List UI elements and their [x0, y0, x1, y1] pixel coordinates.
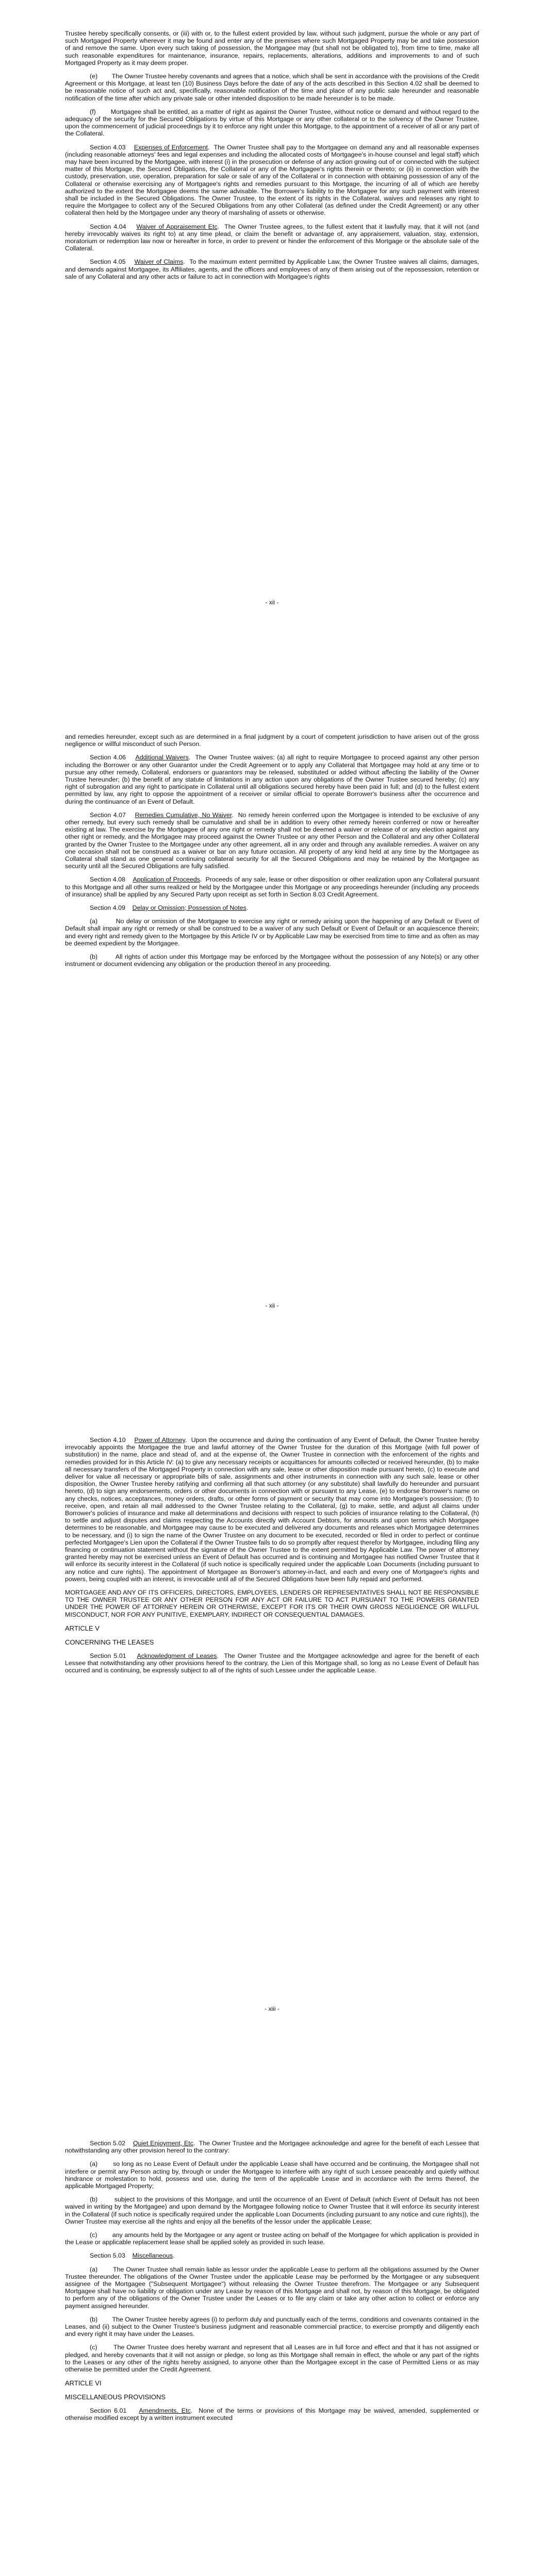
subsection-paragraph — [65, 2196, 479, 2225]
paragraph-text: None of the terms or provisions of this Mortgage may be waived, amended, supplemented or otherwise modified except by a written instrument executed — [65, 2407, 479, 2422]
section-number: Section 5.03 — [90, 2252, 125, 2260]
article-heading: MISCELLANEOUS PROVISIONS — [65, 2393, 166, 2401]
body-paragraph — [65, 30, 479, 66]
page-xii-b — [0, 703, 544, 1406]
clause-label: (a) — [90, 918, 98, 925]
section-paragraph: Section 4.08 Application of Proceeds. Proceeds of any sale, lease or other disposition or other realization upon any Collateral pursuant to this Mortgage and all other sums realized or held by the Mortgagee under this Mortgage or any proceedings hereunder (including any proceeds of insurance) shall be applied by any Secured Party upon receipt as set forth in Section 8.03 Credit Agreement. — [65, 876, 480, 898]
section-paragraph: Section 5.01 Acknowledgment of Leases. The Owner Trustee and the Mortgagee acknowledge and agree for the benefit of each Lessee that notwithstanding any other provisions hereof to the contrary, the Lien of this Mortgage shall, so long as no Lease Event of Default has occurred and is continuing, be expressly subject to all of the rights of such Lessee under the applicable Lease. — [65, 1652, 480, 1674]
section-number: Section 4.05 — [90, 258, 126, 266]
body-paragraph — [65, 1589, 479, 1618]
page-number: - xii - — [265, 1302, 279, 1309]
section-title: Waiver of Claims — [134, 258, 184, 266]
paragraph-text: The Owner Trustee waives: (a) all right to require Mortgagee to proceed against any other person including the Borrower or any other Guarantor under the Credit Agreement or to apply any Collateral that Mortgagee may hold at any time or to pursue any other remedy, Collateral, endorsers or guarantors may be released, substituted or added without affecting the liability of the Owner Trustee hereunder; (b) the benefit of any statute of limitations in any action upon any obligations of the Owner Trustee secured hereby; (c) any right of subrogation and any right to participate in Collateral until all obligations secured hereby have been paid in full; and (d) to the fullest extent permitted by law, any right to oppose the appointment of a receiver or similar official to operate Borrower's business after the occurrence and during the continuance of an Event of Default. — [65, 754, 480, 805]
section-number: Section 4.06 — [90, 754, 126, 761]
subsection-paragraph — [65, 2266, 479, 2310]
subsection-paragraph — [65, 108, 479, 138]
subsection-paragraph — [65, 73, 479, 102]
section-title: Acknowledgment of Leases — [137, 1652, 217, 1659]
clause-label: (a) — [90, 2160, 98, 2168]
paragraph-text: To the maximum extent permitted by Applicable Law, the Owner Trustee waives all claims, damages, and demands against Mortgagee, its Affiliates, agents, and the officers and employees of any of them arising out of the repossession, retention or sale of any Collateral and any other acts or failure to act in connection with Mortgagee's rights — [65, 258, 480, 280]
section-paragraph: Section 4.04 Waiver of Appraisement Etc. The Owner Trustee agrees, to the fullest extent that it lawfully may, that it will not (and hereby irrevocably waives its right to) at any time plead, or claim the benefit or advantage of, any appraisement, valuation, stay, extension, moratorium or redemption law now or hereafter in force, in order to prevent or hinder the enforcement of this Mortgage or the absolute sale of the Collateral. — [65, 223, 479, 252]
paragraph-text: No remedy herein conferred upon the Mortgagee is intended to be exclusive of any other remedy, but every such remedy shall be cumulative and shall be in addition to every other remedy herein conferred or now or hereafter existing at law. The exercise by the Mortgagee of any one right or remedy shall not be deemed a waiver or release of or any election against any other right or remedy, and the Mortgagee may proceed against the Owner Trustee or any other Person and the Collateral and any other Collateral granted by the Owner Trustee to the Mortgagee under any other agreement, all in any order and through any available remedies. A waiver on any one occasion shall not be construed as a waiver or bar on any future occasion. All property of any kind held at any time by the Mortgagee as Collateral shall stand as one general continuing collateral security for all the Secured Obligations and may be retained by the Mortgagee as security until all the Secured Obligations are fully satisfied. — [65, 811, 479, 870]
paragraph-text: The Owner Trustee and the Mortgagee acknowledge and agree for the benefit of each Lessee that notwithstanding any other provisions hereof to the contrary, the Lien of this Mortgage shall, so long as no Lease Event of Default has occurred and is continuing, be expressly subject to all of the rights of such Lessee under the applicable Lease. — [65, 1652, 480, 1674]
paragraph-text: any amounts held by the Mortgagee or any agent or trustee acting on behalf of the Mortgagee for which application is provided in the Lease or applicable replacement lease shall be applied solely as provided in such lease. — [65, 2231, 479, 2246]
paragraph-text: The Owner Trustee shall pay to the Mortgagee on demand any and all reasonable expenses (including reasonable attorneys' fees and legal expenses and including the allocated costs of Mortgagee's in-house counsel and legal staff) which may have been incurred by the Mortgagee, with interest (i) in the prosecution or defense of any action growing out of or connected with the subject matter of this Mortgage, the Secured Obligations, the Collateral or any of the Mortgagee's rights therein or thereto; or (ii) in connection with the custody, preservation, use, operation, preparation for sale or sale of any of the Collateral or in connection with obtaining possession of any of the Collateral or otherwise exercising any of Mortgagee's rights and remedies pursuant to this Mortgage, the incurring of all of which are hereby authorized to the extent the Mortgagee deems the same advisable. The Borrower's liability to the Mortgagee for any such payment with interest shall be included in the Secured Obligations. The Owner Trustee, to the extent of its rights in the Collateral, waives and releases any right to require the Mortgagee to collect any of the Secured Obligations from any other Collateral (as defined under the Credit Agreement) or any other collateral then held by the Mortgagee under any theory of marshaling of assets or otherwise. — [65, 143, 480, 217]
paragraph-text: and remedies hereunder, except such as are determined in a final judgment by a court of competent jurisdiction to have arisen out of the gross negligence or willful misconduct of such Person. — [65, 733, 479, 748]
paragraph-text: MORTGAGEE AND ANY OF ITS OFFICERS, DIRECTORS, EMPLOYEES, LENDERS OR REPRESENTATIVES SHALL NOT BE RESPONSIBLE TO THE OWNER TRUSTEE OR ANY OTHER PERSON FOR ANY ACT OR FAILURE TO ACT PURSUANT TO THE POWERS GRANTED UNDER THE POWER OF ATTORNEY HEREIN OR OTHERWISE, EXCEPT FOR ITS OR THEIR OWN GROSS NEGLIGENCE OR WILLFUL MISCONDUCT, NOR FOR ANY PUNITIVE, EXEMPLARY, INDIRECT OR CONSEQUENTIAL DAMAGES. — [65, 1589, 479, 1618]
section-title: Remedies Cumulative, No Waiver — [135, 811, 232, 819]
page-number: - xiii - — [265, 2005, 279, 2012]
section-title: Application of Proceeds — [133, 876, 200, 884]
section-paragraph: Section 4.06 Additional Waivers. The Owner Trustee waives: (a) all right to require Mortgagee to proceed against any other person including the Borrower or any other Guarantor under the Credit Agreement or to apply any Collateral that Mortgagee may hold at any time or to pursue any other remedy, Collateral, endorsers or guarantors may be released, substituted or added without affecting the liability of the Owner Trustee hereunder; (b) the benefit of any statute of limitations in any action upon any obligations of the Owner Trustee secured hereby; (c) any right of subrogation and any right to participate in Collateral until all obligations secured hereby have been paid in full; and (d) to the fullest extent permitted by law, any right to oppose the appointment of a receiver or similar official to operate Borrower's business after the occurrence and during the continuance of an Event of Default. — [65, 754, 480, 805]
section-title: Amendments, Etc — [139, 2407, 191, 2415]
section-number: Section 4.10 — [90, 1436, 126, 1444]
clause-label: (b) — [90, 2196, 98, 2204]
page-xii-a — [0, 0, 544, 703]
section-paragraph: Section 5.02 Quiet Enjoyment, Etc. The Owner Trustee and the Mortgagee acknowledge and agree for the benefit of each Lessee that notwithstanding any other provision hereof to the contrary: — [65, 2140, 480, 2155]
page-content — [65, 1436, 479, 1680]
paragraph-text: Trustee hereby specifically consents, or (iii) with or, to the fullest extent provided by law, without such judgment, pursue the whole or any part of such Mortgaged Property wherever it may be found and enter any of the premises where such Mortgaged Property may be and take possession of and remove the same. Upon every such taking of possession, the Mortgagee may (but shall not be obligated to), from time to time, make all such reasonable expenditures for maintenance, insurance, repairs, replacements, alterations, additions and improvements to and of such Mortgaged Property as it may deem proper. — [65, 30, 479, 66]
paragraph-text: Upon the occurrence and during the continuation of any Event of Default, the Owner Trustee hereby irrevocably appoints the Mortgagee the true and lawful attorney of the Owner Trustee for the duration of this Mortgage (with full power of substitution) in the name, place and stead of, and at the expense of, the Owner Trustee in connection with the enforcement of the rights and remedies provided for in this Article IV: (a) to give any necessary receipts or acquittances for amounts collected or received hereunder, (b) to make all necessary transfers of the Mortgaged Property in connection with any sale, lease or other disposition made pursuant hereto, (c) to execute and deliver for value all necessary or appropriate bills of sale, assignments and other instruments in connection with any such sale, lease or other disposition, the Owner Trustee hereby ratifying and confirming all that such attorney (or any substitute) shall lawfully do hereunder and pursuant hereto, (d) to sign any endorsements, orders or other documents in connection with or pursuant to any Lease, (e) to endorse Borrower's name on any checks, notices, acceptances, money orders, drafts, or other forms of payment or security that may come into Mortgagee's possession; (f) to receive, open, and retain all mail addressed to the Owner Trustee relating to the Collateral, (g) to make, settle, and adjust all claims under Borrower's policies of insurance and make all determinations and decisions with respect to such policies of insurance relating to the Collateral, (h) to settle and adjust disputes and claims respecting the Accounts directly with Account Debtors, for amounts and upon terms which Mortgagee determines to be reasonable, and Mortgagee may cause to be executed and delivered any documents and releases which Mortgagee determines to be necessary, and (i) to sign the name of the Owner Trustee on any document to be executed, recorded or filed in order to perfect or continue perfected Mortgagee's Lien upon the Collateral if the Owner Trustee fails to do so promptly after request therefor by Mortgagee, including filing any financing or continuation statement without the signature of the Owner Trustee to the extent permitted by Applicable Law. The power of attorney granted hereby may not be exercised unless an Event of Default has occurred and is continuing and Mortgagee has notified Owner Trustee that it will enforce its security interest in the Collateral (if such notice is specifically required under the applicable Loan Documents (including pursuant to any notice and cure rights). The appointment of Mortgagee as Borrower's attorney-in-fact, and each and every one of Mortgagee's rights and powers, being coupled with an interest, is irrevocable until all of the Secured Obligations have been fully repaid and performed. — [65, 1436, 480, 1583]
section-paragraph: Section 4.07 Remedies Cumulative, No Waiver. No remedy herein conferred upon the Mortgagee is intended to be exclusive of any other remedy, but every such remedy shall be cumulative and shall be in addition to every other remedy herein conferred or now or hereafter existing at law. The exercise by the Mortgagee of any one right or remedy shall not be deemed a waiver or release of or any election against any other right or remedy, and the Mortgagee may proceed against the Owner Trustee or any other Person and the Collateral and any other Collateral granted by the Owner Trustee to the Mortgagee under any other agreement, all in any order and through any available remedies. A waiver on any one occasion shall not be construed as a waiver or bar on any future occasion. All property of any kind held at any time by the Mortgagee as Collateral shall stand as one general continuing collateral security for all the Secured Obligations and may be retained by the Mortgagee as security until all the Secured Obligations are fully satisfied. — [65, 811, 479, 870]
body-paragraph — [65, 733, 479, 748]
section-number: Section 4.09 — [90, 904, 125, 912]
page-xiv — [0, 2110, 544, 2576]
clause-label: (c) — [90, 2344, 97, 2351]
clause-label: (b) — [90, 953, 98, 961]
paragraph-text: All rights of action under this Mortgage may be enforced by the Mortgagee without the possession of any Note(s) or any other instrument or document evidencing any obligation or the production thereof in any proceeding. — [65, 953, 479, 968]
paragraph-text: The Owner Trustee does hereby warrant and represent that all Leases are in full force and effect and that it has not assigned or pledged, and hereby covenants that it will not assign or pledge, so long as this Mortgage shall remain in effect, the whole or any part of the rights to the Leases or any other of the rights hereby assigned, to anyone other than the Mortgagee except in the case of Permitted Liens or as may otherwise be permitted under the Credit Agreement. — [65, 2344, 479, 2374]
section-title: Additional Waivers — [135, 754, 189, 761]
section-paragraph: Section 6.01 Amendments, Etc. None of the terms or provisions of this Mortgage may be waived, amended, supplemented or otherwise modified except by a written instrument executed — [65, 2407, 479, 2422]
section-title: Expenses of Enforcement — [134, 143, 208, 151]
section-paragraph: Section 4.03 Expenses of Enforcement. The Owner Trustee shall pay to the Mortgagee on demand any and all reasonable expenses (including reasonable attorneys' fees and legal expenses and including the allocated costs of Mortgagee's in-house counsel and legal staff) which may have been incurred by the Mortgagee, with interest (i) in the prosecution or defense of any action growing out of or connected with the subject matter of this Mortgage, the Secured Obligations, the Collateral or any of the Mortgagee's rights therein or thereto; or (ii) in connection with the custody, preservation, use, operation, preparation for sale or sale of any of the Collateral or in connection with obtaining possession of any of the Collateral or otherwise exercising any of Mortgagee's rights and remedies pursuant to this Mortgage, the incurring of all of which are hereby authorized to the extent the Mortgagee deems the same advisable. The Borrower's liability to the Mortgagee for any such payment with interest shall be included in the Secured Obligations. The Owner Trustee, to the extent of its rights in the Collateral, waives and releases any right to require the Mortgagee to collect any of the Secured Obligations from any other Collateral (as defined under the Credit Agreement) or any other collateral then held by the Mortgagee under any theory of marshaling of assets or otherwise. — [65, 143, 480, 217]
clause-label: (f) — [90, 108, 96, 115]
paragraph-text: The Owner Trustee and the Mortgagee acknowledge and agree for the benefit of each Lessee that notwithstanding any other provision hereof to the contrary: — [65, 2140, 480, 2155]
section-number: Section 5.01 — [90, 1652, 126, 1659]
paragraph-text: so long as no Lease Event of Default under the applicable Lease shall have occurred and be continuing, the Mortgagee shall not interfere or permit any Person acting by, through or under the Mortgagee to interfere with any right of such Lessee peaceably and quietly without hindrance or molestation to hold, possess and use, during the term of the applicable Lease and in accordance with the terms thereof, the applicable Mortgaged Property; — [65, 2160, 479, 2190]
section-number: Section 6.01 — [90, 2407, 127, 2415]
paragraph-text: The Owner Trustee agrees, to the fullest extent that it lawfully may, that it will not (and hereby irrevocably waives its right to) at any time plead, or claim the benefit or advantage of, any appraisement, valuation, stay, extension, moratorium or redemption law now or hereafter in force, in order to prevent or hinder the enforcement of this Mortgage or the absolute sale of the Collateral. — [65, 223, 479, 252]
clause-label: (b) — [90, 2315, 98, 2323]
page-content — [65, 2140, 479, 2428]
subsection-paragraph — [65, 2344, 479, 2373]
subsection-paragraph — [65, 953, 479, 968]
subsection-paragraph — [65, 2231, 479, 2246]
paragraph-text: The Owner Trustee shall remain liable as lessor under the applicable Lease to perform all the obligations assumed by the Owner Trustee thereunder. The obligations of the Owner Trustee under the applicable Lease may be performed by the Mortgagee or any subsequent assignee of the Mortgagee ("Subsequent Mortgagee") without releasing the Owner Trustee therefrom. The Mortgagee or any Subsequent Mortgagee shall have no liability or obligation under any Lease by reason of this Mortgage and shall not, by reason of this Mortgage, be obligated to perform any of the obligations of the Owner Trustee under the Leases or to file any claim or take any other action to collect or enforce any payment assigned hereunder. — [65, 2265, 480, 2310]
subsection-paragraph — [65, 2316, 479, 2338]
article-heading: ARTICLE V — [65, 1624, 100, 1632]
section-number: Section 4.03 — [90, 143, 126, 151]
section-title: Waiver of Appraisement Etc — [136, 223, 218, 230]
section-number: Section 4.07 — [90, 811, 126, 819]
paragraph-text: Mortgagee shall be entitled, as a matter of right as against the Owner Trustee, without notice or demand and without regard to the adequacy of the security for the Secured Obligations by virtue of this Mortgage or any other collateral or to the solvency of the Owner Trustee, upon the commencement of judicial proceedings by it to enforce any right under this Mortgage, to the appointment of a receiver of all or any part of the Collateral. — [65, 108, 479, 138]
page-number: - xii - — [265, 599, 279, 606]
paragraph-text: No delay or omission of the Mortgagee to exercise any right or remedy arising upon the happening of any Default or Event of Default shall impair any right or remedy or shall be construed to be a waiver of any such Default or Event of Default or an acquiescence therein; and every right and remedy given to the Mortgagee by this Article IV or by Applicable Law may be exercised from time to time and as often as may be deemed expedient by the Mortgagee. — [65, 918, 480, 947]
section-paragraph: Section 4.05 Waiver of Claims. To the maximum extent permitted by Applicable Law, the Owner Trustee waives all claims, damages, and demands against Mortgagee, its Affiliates, agents, and the officers and employees of any of them arising out of the repossession, retention or sale of any Collateral and any other acts or failure to act in connection with Mortgagee's rights — [65, 258, 480, 280]
paragraph-text: The Owner Trustee hereby agrees (i) to perform duly and punctually each of the terms, conditions and covenants contained in the Leases, and (ii) subject to the Owner Trustee's business judgment and reasonable commercial practice, to exercise promptly and diligently each and every right it may have under the Leases. — [65, 2315, 480, 2338]
page-xiii — [0, 1406, 544, 2110]
page-content — [65, 733, 479, 974]
section-title: Delay or Omission; Possession of Notes — [132, 904, 246, 912]
section-paragraph: Section 4.10 Power of Attorney. Upon the occurrence and during the continuation of any Event of Default, the Owner Trustee hereby irrevocably appoints the Mortgagee the true and lawful attorney of the Owner Trustee for the duration of this Mortgage (with full power of substitution) in the name, place and stead of, and at the expense of, the Owner Trustee in connection with the enforcement of the rights and remedies provided for in this Article IV: (a) to give any necessary receipts or acquittances for amounts collected or received hereunder, (b) to make all necessary transfers of the Mortgaged Property in connection with any sale, lease or other disposition made pursuant hereto, (c) to execute and deliver for value all necessary or appropriate bills of sale, assignments and other instruments in connection with any such sale, lease or other disposition, the Owner Trustee hereby ratifying and confirming all that such attorney (or any substitute) shall lawfully do hereunder and pursuant hereto, (d) to sign any endorsements, orders or other documents in connection with or pursuant to any Lease, (e) to endorse Borrower's name on any checks, notices, acceptances, money orders, drafts, or other forms of payment or security that may come into Mortgagee's possession; (f) to receive, open, and retain all mail addressed to the Owner Trustee relating to the Collateral, (g) to make, settle, and adjust all claims under Borrower's policies of insurance and make all determinations and decisions with respect to such policies of insurance relating to the Collateral, (h) to settle and adjust disputes and claims respecting the Accounts directly with Account Debtors, for amounts and upon terms which Mortgagee determines to be reasonable, and Mortgagee may cause to be executed and delivered any documents and releases which Mortgagee determines to be necessary, and (i) to sign the name of the Owner Trustee on any document to be executed, recorded or filed in order to perfect or continue perfected Mortgagee's Lien upon the Collateral if the Owner Trustee fails to do so promptly after request therefor by Mortgagee, including filing any financing or continuation statement without the signature of the Owner Trustee to the extent permitted by Applicable Law. The power of attorney granted hereby may not be exercised unless an Event of Default has occurred and is continuing and Mortgagee has notified Owner Trustee that it will enforce its security interest in the Collateral (if such notice is specifically required under the applicable Loan Documents (including pursuant to any notice and cure rights). The appointment of Mortgagee as Borrower's attorney-in-fact, and each and every one of Mortgagee's rights and powers, being coupled with an interest, is irrevocable until all of the Secured Obligations have been fully repaid and performed. — [65, 1436, 480, 1583]
clause-label: (a) — [90, 2265, 98, 2273]
section-paragraph: Section 5.03 Miscellaneous. — [90, 2252, 178, 2260]
paragraph-text: subject to the provisions of this Mortgage, and until the occurrence of an Event of Default (which Event of Default has not been waived in writing by the Mortgagee) and upon demand by the Mortgagee following notice to Owner Trustee that it will enforce its security interest in the Collateral (if such notice is specifically required under the applicable Loan Documents (including pursuant to any notice and cure rights)), the Owner Trustee may exercise all the rights and enjoy all the benefits of the lessor under the applicable Lease; — [65, 2196, 479, 2225]
subsection-paragraph — [65, 2160, 479, 2190]
section-title: Quiet Enjoyment, Etc — [133, 2140, 193, 2147]
article-heading: ARTICLE VI — [65, 2379, 102, 2387]
clause-label: (e) — [90, 73, 98, 80]
article-heading: CONCERNING THE LEASES — [65, 1638, 154, 1646]
section-number: Section 4.04 — [90, 223, 126, 230]
paragraph-text: Proceeds of any sale, lease or other disposition or other realization upon any Collateral pursuant to this Mortgage and all other sums realized or held by the Mortgagee under this Mortgage or any proceedings hereunder (including any proceeds of insurance) shall be applied by any Secured Party upon receipt as set forth in Section 8.03 Credit Agreement. — [65, 876, 480, 898]
clause-label: (c) — [90, 2231, 97, 2239]
section-title: Power of Attorney — [134, 1436, 185, 1444]
section-title: Miscellaneous — [132, 2252, 173, 2260]
paragraph-text: The Owner Trustee hereby covenants and agrees that a notice, which shall be sent in accordance with the provisions of the Credit Agreement or this Mortgage, at least ten (10) Business Days before the date of any of the acts described in this Section 4.02 shall be deemed to be reasonable notice of such act and, specifically, reasonable notification of the time and place of any public sale hereunder and reasonable notification of the time after which any private sale or other intended disposition to be made hereunder is to be made. — [65, 73, 479, 102]
section-number: Section 4.08 — [90, 876, 126, 884]
section-paragraph: Section 4.09 Delay or Omission; Possession of Notes. — [90, 904, 252, 912]
page-content — [65, 30, 479, 286]
subsection-paragraph — [65, 918, 479, 947]
section-number: Section 5.02 — [90, 2140, 126, 2147]
